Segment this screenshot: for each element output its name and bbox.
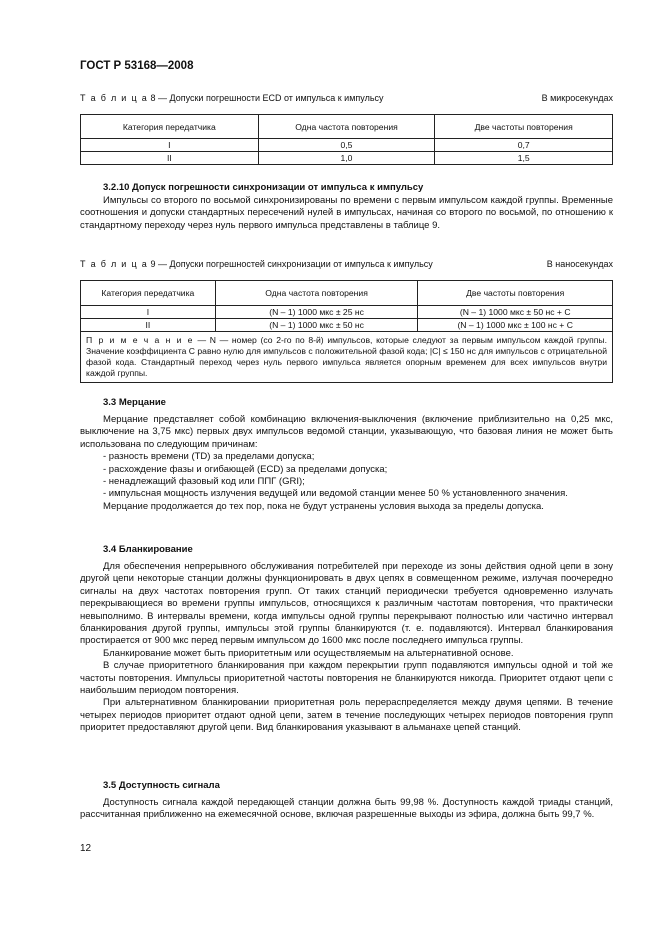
section-3-5-heading: 3.5 Доступность сигнала (103, 780, 220, 791)
paragraph: Мерцание представляет собой комбинацию включения-выключения (включение приблизительно на 0,25 мкс, выключение на 3,75 мкс) первых двух импульсов ведомой станции, указывающую, что базовая линия не может быть использована по следующим причинам: (80, 414, 613, 450)
table-cell: (N – 1) 1000 мкс ± 50 нс + C (418, 306, 613, 319)
header-cell: Две частоты повторения (418, 281, 613, 306)
section-3-2-10-body (80, 195, 613, 232)
table-row (81, 306, 613, 319)
paragraph: В случае приоритетного бланкирования при каждом перекрытии групп подавляются импульсы одной и той же частоты повторения. Импульсы приоритетной частоты повторения не бланкируются никогда. Приоритет отдают цепи с наибольшим периодом повторения. (80, 660, 613, 697)
table9-caption (80, 259, 613, 269)
table-cell: (N – 1) 1000 мкс ± 100 нс + C (418, 319, 613, 332)
paragraph: Импульсы со второго по восьмой синхронизированы по времени с первым импульсом каждой группы. Временные соотношения и допуски стандартных пересечений нулей в импульсах, начиная со второго по восьмой, по отношению к стандартному переходу через нуль первого импульса представлены в таблице 9. (80, 195, 613, 231)
header-cell: Одна частота повторения (258, 115, 435, 139)
section-3-2-10-heading: 3.2.10 Допуск погрешности синхронизации от импульса к импульсу (103, 182, 424, 193)
paragraph: Мерцание продолжается до тех пор, пока не будут устранены условия выхода за пределы допуска. (103, 500, 544, 512)
header-cell: Одна частота повторения (215, 281, 418, 306)
table9-caption-text: 9 — Допуски погрешностей синхронизации от импульса к импульсу (150, 259, 433, 269)
paragraph: Для обеспечения непрерывного обслуживания потребителей при переходе из зоны действия одной цепи в зону другой цепи некоторые станции должны функционировать в двух цепях в совмещенном режиме, излучая поочередно сигналы на двух частотах повторения групп. От таких станций периодически требуется одновременно излучать перекрывающиеся во времени группы импульсов, относящихся к различным частотам повторения, что практически невыполнимо. В интервалы времени, когда импульсы одной группы перекрывают полностью или частично интервал бланкирования другой группы, импульсы этой группы бланкируются (т. е. подавляются). Интервал бланкирования простирается от 900 мкс перед первым импульсом до 1600 мкс после последнего импульса группы. (80, 561, 613, 647)
table9 (80, 280, 613, 383)
table9-note (81, 332, 613, 383)
list-item: - импульсная мощность излучения ведущей или ведомой станции менее 50 % установленного значения. (103, 488, 568, 500)
paragraph: Бланкирование может быть приоритетным или осуществляемым на альтернативной основе. (103, 647, 514, 659)
table8-caption-text: 8 — Допуски погрешности ECD от импульса к импульсу (150, 93, 384, 103)
section-3-4-heading: 3.4 Бланкирование (103, 544, 193, 555)
paragraph: При альтернативном бланкировании приоритетная роль перераспределяется между двумя цепями. В течение четырех периодов приоритет отдают одной цепи, затем в течение последующих четырех периодов повторения групп приоритет предоставляют другой цепи. Вид бланкирования указывают в альманахе цепей станций. (80, 697, 613, 734)
table-cell: (N – 1) 1000 мкс ± 50 нс (215, 319, 418, 332)
note-text: — N — номер (со 2-го по 8-й) импульсов, которые следуют за первым импульсом каждой группы. Значение коэффициента C равно нулю для импульсов с положительной фазой кода; |C| ≤ 150 нс для импульсов с отрицательной фазой кода. Стандартный переход через нуль первого импульса является опорным временем для всех импульсов внутри каждой группы. (86, 335, 607, 378)
table-cell: 1,0 (258, 152, 435, 165)
table8-units: В микросекундах (541, 93, 613, 103)
table-cell: I (81, 139, 259, 152)
table8-caption (80, 93, 613, 103)
section-3-3-heading: 3.3 Мерцание (103, 397, 166, 408)
table-row (81, 152, 613, 165)
section-3-4-body (80, 561, 613, 735)
list-item: - ненадлежащий фазовый код или ППГ (GRI); (103, 476, 305, 488)
table8 (80, 114, 613, 165)
section-3-3-body (80, 414, 613, 513)
table-cell: 0,5 (258, 139, 435, 152)
section-3-5-body (80, 797, 613, 822)
table-cell: II (81, 319, 216, 332)
page-number: 12 (80, 843, 92, 854)
note-label: П р и м е ч а н и е (86, 335, 194, 345)
table-cell: 1,5 (435, 152, 613, 165)
header-cell: Две частоты повторения (435, 115, 613, 139)
table-cell: II (81, 152, 259, 165)
table-row (81, 319, 613, 332)
table-row (81, 139, 613, 152)
table9-note-row (81, 332, 613, 383)
table8-caption-prefix: Т а б л и ц а (80, 93, 148, 103)
table-header-row (81, 281, 613, 306)
list-item: - разность времени (TD) за пределами допуска; (103, 451, 315, 463)
document-header: ГОСТ Р 53168—2008 (80, 60, 194, 72)
header-cell: Категория передатчика (81, 115, 259, 139)
table9-caption-prefix: Т а б л и ц а (80, 259, 148, 269)
table-cell: I (81, 306, 216, 319)
header-cell: Категория передатчика (81, 281, 216, 306)
list-item: - расхождение фазы и огибающей (ECD) за пределами допуска; (103, 463, 388, 475)
table-cell: 0,7 (435, 139, 613, 152)
paragraph: Доступность сигнала каждой передающей станции должна быть 99,98 %. Доступность каждой триады станций, рассчитанная приближенно на ежемесячной основе, включая разрешенные выходы из эфира, должна быть 99,7 %. (80, 797, 613, 821)
table-cell: (N – 1) 1000 мкс ± 25 нс (215, 306, 418, 319)
table9-units: В наносекундах (546, 259, 613, 269)
table-header-row (81, 115, 613, 139)
